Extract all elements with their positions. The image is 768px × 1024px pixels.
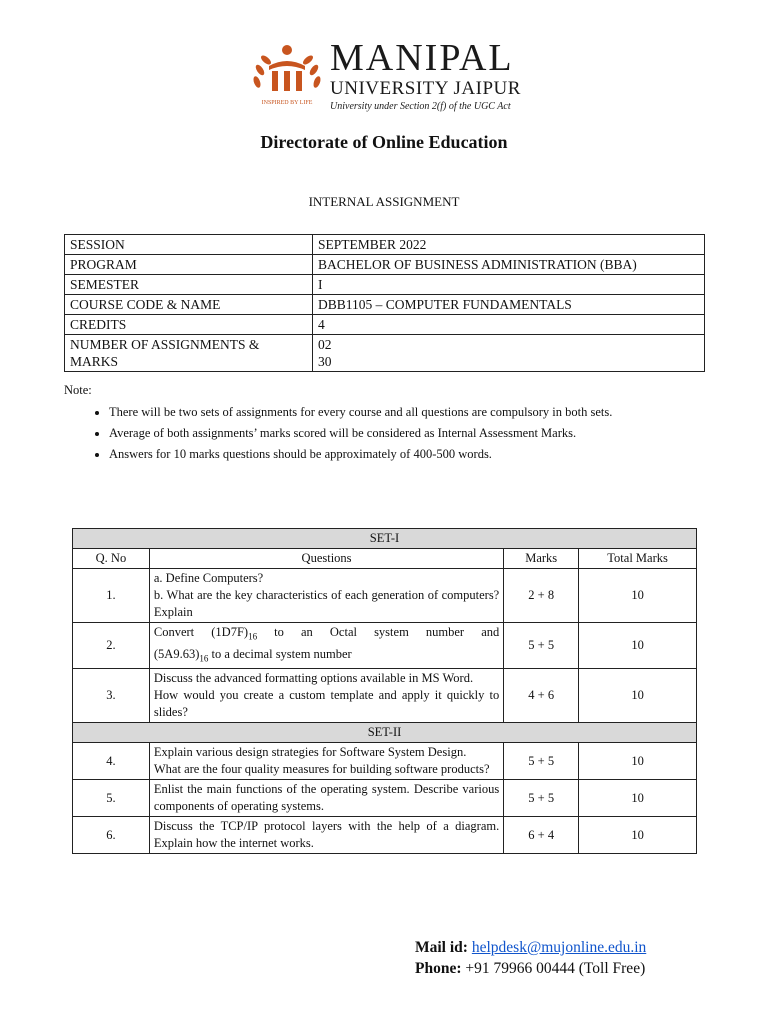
column-header: Total Marks (579, 549, 697, 569)
info-key: SESSION (65, 235, 313, 255)
table-row (73, 817, 697, 854)
question-marks: 4 + 6 (504, 669, 579, 723)
question-total: 10 (579, 569, 697, 623)
question-part: Convert (1D7F) (153, 625, 249, 639)
set-title: SET-II (73, 723, 697, 743)
info-value: DBB1105 – COMPUTER FUNDAMENTALS (313, 295, 705, 315)
question-line: b. What are the key characteristics of each generation of computers? Explain (153, 588, 500, 619)
note-list (76, 402, 734, 465)
info-row-session (65, 235, 705, 255)
question-number: 4. (73, 743, 150, 780)
info-row-course (65, 295, 705, 315)
question-line (154, 624, 499, 646)
info-row-credits (65, 315, 705, 335)
info-value: BACHELOR OF BUSINESS ADMINISTRATION (BBA) (313, 255, 705, 275)
note-item: • Average of both assignments’ marks scored will be considered as Internal Assessment Marks. (109, 423, 734, 444)
question-marks: 2 + 8 (504, 569, 579, 623)
question-part: (5A9.63) (153, 646, 200, 661)
document-title: INTERNAL ASSIGNMENT (308, 194, 460, 209)
note-item: • There will be two sets of assignments for every course and all questions are compulsory in both sets. (109, 402, 734, 423)
question-total: 10 (579, 780, 697, 817)
question-line: Enlist the main functions of the operating system. Describe various components of operating systems. (153, 782, 500, 813)
university-emblem-icon (250, 38, 324, 112)
question-text (149, 780, 503, 817)
info-value: 4 (313, 315, 705, 335)
table-row (73, 743, 697, 780)
question-line: What are the four quality measures for building software products? (153, 762, 490, 776)
question-line: a. Define Computers? (153, 571, 264, 585)
info-key: PROGRAM (65, 255, 313, 275)
info-key: NUMBER OF ASSIGNMENTS & MARKS (65, 335, 313, 372)
question-marks: 5 + 5 (504, 623, 579, 669)
assignment-count: 02 (318, 337, 332, 352)
question-part: to a decimal system number (208, 646, 352, 661)
question-text (149, 569, 503, 623)
set-header (73, 529, 697, 549)
info-value: SEPTEMBER 2022 (313, 235, 705, 255)
table-row (73, 669, 697, 723)
table-row (73, 569, 697, 623)
question-number: 6. (73, 817, 150, 854)
mail-line (415, 937, 646, 958)
info-key: CREDITS (65, 315, 313, 335)
course-info-table (64, 234, 705, 372)
question-total: 10 (579, 669, 697, 723)
helpdesk-email-link[interactable]: helpdesk@mujonline.edu.in (471, 939, 647, 956)
question-number: 1. (73, 569, 150, 623)
question-text (149, 817, 503, 854)
mail-label: Mail id: (415, 939, 468, 956)
directorate-title: Directorate of Online Education (260, 132, 508, 152)
question-line (154, 646, 499, 668)
question-text (149, 669, 503, 723)
note-label: Note: (64, 383, 92, 397)
question-number: 2. (73, 623, 150, 669)
info-key: COURSE CODE & NAME (65, 295, 313, 315)
contact-footer (415, 937, 646, 979)
column-header: Questions (149, 549, 503, 569)
table-row (73, 623, 697, 669)
question-marks: 6 + 4 (504, 817, 579, 854)
info-key: SEMESTER (65, 275, 313, 295)
info-row-semester (65, 275, 705, 295)
question-line: Discuss the TCP/IP protocol layers with the help of a diagram. Explain how the internet works. (153, 819, 500, 850)
question-number: 5. (73, 780, 150, 817)
question-number: 3. (73, 669, 150, 723)
question-line: How would you create a custom template and apply it quickly to slides? (153, 688, 500, 719)
phone-line (415, 958, 646, 979)
question-total: 10 (579, 817, 697, 854)
info-row-assignments (65, 335, 705, 372)
info-row-program (65, 255, 705, 275)
note-item: • Answers for 10 marks questions should be approximately of 400-500 words. (109, 444, 734, 465)
column-header: Marks (504, 549, 579, 569)
column-header: Q. No (73, 549, 150, 569)
phone-number: +91 79966 00444 (Toll Free) (465, 960, 646, 977)
question-subscript: 16 (248, 631, 258, 642)
table-row (73, 780, 697, 817)
question-line: Discuss the advanced formatting options available in MS Word. (153, 671, 474, 685)
table-header-row (73, 549, 697, 569)
question-line: Explain various design strategies for Software System Design. (153, 745, 467, 759)
assignment-marks: 30 (318, 354, 332, 369)
info-value: I (313, 275, 705, 295)
set-title: SET-I (73, 529, 697, 549)
university-tagline: University under Section 2(f) of the UGC Act (330, 101, 511, 112)
question-text (149, 623, 503, 669)
university-logo (250, 38, 525, 118)
assignment-table (72, 528, 697, 854)
question-marks: 5 + 5 (504, 743, 579, 780)
question-part: to an Octal system number and (257, 625, 500, 639)
info-value (313, 335, 705, 372)
university-campus: UNIVERSITY JAIPUR (330, 78, 521, 99)
question-total: 10 (579, 623, 697, 669)
question-subscript: 16 (199, 653, 209, 663)
question-marks: 5 + 5 (504, 780, 579, 817)
university-name: MANIPAL (330, 37, 514, 79)
set-header (73, 723, 697, 743)
phone-label: Phone: (415, 960, 462, 977)
emblem-tagline: INSPIRED BY LIFE (261, 100, 313, 106)
question-total: 10 (579, 743, 697, 780)
question-text (149, 743, 503, 780)
